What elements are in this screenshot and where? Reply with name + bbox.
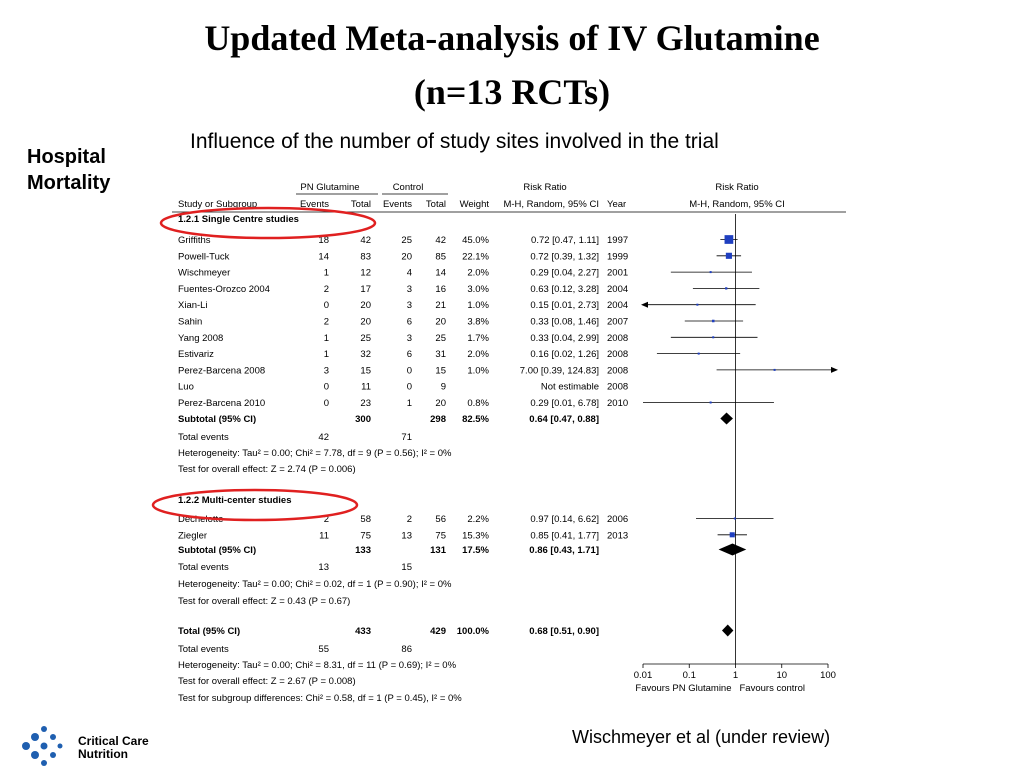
study-4-total-1: 20 bbox=[360, 300, 371, 312]
study-5-year: 2007 bbox=[607, 316, 629, 328]
study-4-name: Xian-Li bbox=[178, 300, 208, 312]
header-study: Study or Subgroup bbox=[178, 199, 258, 210]
study-2-name: Wischmeyer bbox=[178, 267, 231, 279]
x-label-favours-glutamine: Favours PN Glutamine bbox=[635, 683, 732, 694]
study-8-total-2: 15 bbox=[435, 365, 446, 377]
study-12-point bbox=[730, 532, 735, 537]
study-11-point bbox=[734, 518, 736, 520]
study-4-ci: 0.15 [0.01, 2.73] bbox=[530, 300, 599, 312]
header-year: Year bbox=[607, 199, 627, 210]
study-7-total-2: 31 bbox=[435, 349, 446, 361]
slide-title-line-1: Updated Meta-analysis of IV Glutamine bbox=[204, 18, 820, 58]
study-6-total-2: 25 bbox=[435, 332, 446, 344]
study-10-name: Perez-Barcena 2010 bbox=[178, 398, 266, 409]
x-tick-label-0: 0.01 bbox=[633, 670, 653, 681]
study-0-point bbox=[725, 235, 734, 244]
study-1-year: 1999 bbox=[607, 251, 629, 263]
study-3-total-1: 17 bbox=[360, 283, 371, 295]
study-2-events-1: 1 bbox=[323, 267, 329, 279]
study-4-events-1: 0 bbox=[323, 300, 329, 312]
study-12-events-1: 11 bbox=[319, 530, 329, 542]
study-10-total-1: 23 bbox=[360, 398, 371, 409]
study-4-year: 2004 bbox=[607, 300, 629, 312]
study-0-year: 1997 bbox=[607, 235, 629, 246]
total-events-1-label: Total events bbox=[178, 432, 229, 443]
study-2-point bbox=[710, 271, 712, 273]
study-5-total-1: 20 bbox=[360, 316, 371, 328]
study-7-events-1: 1 bbox=[323, 349, 329, 361]
study-3-year: 2004 bbox=[607, 283, 629, 295]
study-10-total-2: 20 bbox=[435, 398, 446, 409]
x-tick-label-2: 1 bbox=[732, 670, 739, 681]
study-8-events-2: 0 bbox=[406, 365, 412, 377]
study-3-ci: 0.63 [0.12, 3.28] bbox=[530, 283, 599, 295]
total-diamond bbox=[722, 625, 733, 637]
subtotal-2-weight: 17.5% bbox=[462, 545, 489, 556]
study-8-name: Perez-Barcena 2008 bbox=[178, 365, 266, 377]
study-3-total-2: 16 bbox=[435, 283, 446, 295]
subtotal-1-label: Subtotal (95% CI) bbox=[178, 414, 257, 425]
study-12-name: Ziegler bbox=[178, 530, 208, 542]
study-11-total-2: 56 bbox=[435, 514, 446, 525]
study-3-events-1: 2 bbox=[323, 283, 329, 295]
study-4-total-2: 21 bbox=[435, 300, 446, 312]
x-tick-label-3: 10 bbox=[776, 670, 788, 681]
study-2-year: 2001 bbox=[607, 267, 629, 279]
study-3-name: Fuentes-Orozco 2004 bbox=[178, 283, 270, 295]
study-9-total-2: 9 bbox=[440, 381, 446, 393]
total-events-2-label: Total events bbox=[178, 562, 229, 573]
heterogeneity-2: Heterogeneity: Tau² = 0.00; Chi² = 0.02, df = 1 (P = 0.90); I² = 0% bbox=[178, 579, 452, 590]
study-7-total-1: 32 bbox=[360, 349, 371, 361]
header-risk-ratio-left: Risk Ratio bbox=[523, 182, 567, 193]
study-9-events-1: 0 bbox=[323, 381, 329, 393]
study-2-weight: 2.0% bbox=[467, 267, 489, 279]
total-total-1: 433 bbox=[355, 626, 371, 637]
header-events-2: Events bbox=[382, 199, 412, 210]
study-0-total-1: 42 bbox=[360, 235, 371, 246]
header-pn-glutamine: PN Glutamine bbox=[300, 182, 360, 193]
total-events-events-2: 86 bbox=[401, 644, 412, 655]
slide-subtitle: Influence of the number of study sites involved in the trial bbox=[190, 130, 719, 153]
total-weight: 100.0% bbox=[456, 626, 489, 637]
subgroup-2-heading: 1.2.2 Multi-center studies bbox=[178, 495, 292, 506]
total-label: Total (95% CI) bbox=[178, 626, 241, 637]
study-11-events-2: 2 bbox=[406, 514, 412, 525]
overall-effect-total: Test for overall effect: Z = 2.67 (P = 0.008) bbox=[178, 676, 356, 687]
slide-title-line-2: (n=13 RCTs) bbox=[413, 72, 611, 112]
logo-mark-icon bbox=[18, 726, 68, 766]
study-1-point bbox=[726, 253, 732, 259]
study-0-ci: 0.72 [0.47, 1.11] bbox=[531, 235, 599, 246]
study-8-point bbox=[774, 369, 776, 371]
study-11-name: Dechelotte bbox=[178, 514, 224, 525]
header-events-1: Events bbox=[299, 199, 329, 210]
study-12-events-2: 13 bbox=[401, 530, 412, 542]
study-8-events-1: 3 bbox=[323, 365, 329, 377]
study-12-year: 2013 bbox=[607, 530, 629, 542]
study-10-point bbox=[710, 402, 712, 404]
subtotal-2-total-2: 131 bbox=[430, 545, 446, 556]
logo-text-line-1: Critical Care bbox=[78, 734, 149, 748]
x-tick-label-4: 100 bbox=[820, 670, 836, 681]
study-1-total-2: 85 bbox=[435, 251, 446, 263]
total-ci: 0.68 [0.51, 0.90] bbox=[529, 626, 599, 637]
total-events-1-events-2: 71 bbox=[401, 432, 412, 443]
subgroup-differences: Test for subgroup differences: Chi² = 0.58, df = 1 (P = 0.45), I² = 0% bbox=[178, 693, 462, 704]
study-5-events-1: 2 bbox=[323, 316, 329, 328]
study-5-ci: 0.33 [0.08, 1.46] bbox=[530, 316, 599, 328]
x-tick-label-1: 0.1 bbox=[682, 670, 696, 681]
study-7-point bbox=[698, 353, 700, 355]
study-6-weight: 1.7% bbox=[467, 332, 489, 344]
study-8-ci-arrow-right bbox=[831, 367, 838, 373]
header-method-left: M-H, Random, 95% CI bbox=[503, 199, 599, 210]
study-7-year: 2008 bbox=[607, 349, 629, 361]
study-7-events-2: 6 bbox=[406, 349, 412, 361]
overall-effect-2: Test for overall effect: Z = 0.43 (P = 0.67) bbox=[178, 596, 351, 607]
study-10-weight: 0.8% bbox=[467, 398, 489, 409]
study-3-weight: 3.0% bbox=[467, 283, 489, 295]
logo-text-line-2: Nutrition bbox=[78, 747, 128, 761]
study-8-total-1: 15 bbox=[360, 365, 371, 377]
header-weight: Weight bbox=[459, 199, 489, 210]
study-6-events-1: 1 bbox=[323, 332, 329, 344]
study-7-name: Estivariz bbox=[178, 349, 214, 361]
study-8-weight: 1.0% bbox=[467, 365, 489, 377]
study-1-events-1: 14 bbox=[318, 251, 329, 263]
study-9-year: 2008 bbox=[607, 381, 629, 393]
header-control: Control bbox=[392, 182, 424, 193]
subtotal-2-total-1: 133 bbox=[355, 545, 371, 556]
header-method-right: M-H, Random, 95% CI bbox=[689, 199, 785, 210]
study-11-events-1: 2 bbox=[323, 514, 329, 525]
study-7-weight: 2.0% bbox=[467, 349, 489, 361]
study-1-total-1: 83 bbox=[360, 251, 371, 263]
study-6-events-2: 3 bbox=[406, 332, 412, 344]
study-11-ci: 0.97 [0.14, 6.62] bbox=[530, 514, 599, 525]
study-6-ci: 0.33 [0.04, 2.99] bbox=[530, 332, 599, 344]
total-events-events-1: 55 bbox=[318, 644, 329, 655]
study-0-total-2: 42 bbox=[435, 235, 446, 246]
study-12-total-2: 75 bbox=[435, 530, 446, 542]
study-5-weight: 3.8% bbox=[467, 316, 489, 328]
overall-effect-1: Test for overall effect: Z = 2.74 (P = 0.006) bbox=[178, 464, 356, 475]
study-6-year: 2008 bbox=[607, 332, 629, 344]
study-9-name: Luo bbox=[178, 381, 194, 393]
total-events-1-events-1: 42 bbox=[318, 432, 329, 443]
subtotal-1-total-2: 298 bbox=[430, 414, 446, 425]
study-0-events-2: 25 bbox=[401, 235, 412, 246]
critical-care-nutrition-logo bbox=[18, 726, 168, 766]
study-11-year: 2006 bbox=[607, 514, 629, 525]
study-12-ci: 0.85 [0.41, 1.77] bbox=[530, 530, 599, 542]
study-10-events-1: 0 bbox=[323, 398, 329, 409]
study-3-events-2: 3 bbox=[406, 283, 412, 295]
study-4-ci-arrow-left bbox=[641, 302, 648, 308]
study-1-name: Powell-Tuck bbox=[178, 251, 230, 263]
study-9-ci: Not estimable bbox=[540, 381, 599, 393]
x-label-favours-control: Favours control bbox=[739, 683, 805, 694]
study-4-point bbox=[696, 304, 698, 306]
study-2-total-1: 12 bbox=[360, 267, 371, 279]
total-events-2-events-1: 13 bbox=[318, 562, 329, 573]
subgroup-1-heading: 1.2.1 Single Centre studies bbox=[178, 214, 299, 225]
total-events-label: Total events bbox=[178, 644, 229, 655]
study-9-events-2: 0 bbox=[406, 381, 412, 393]
study-1-events-2: 20 bbox=[401, 251, 412, 263]
outcome-label-line-1: Hospital bbox=[27, 146, 106, 168]
subtotal-1-diamond bbox=[720, 413, 733, 425]
header-total-2: Total bbox=[425, 199, 446, 210]
study-8-year: 2008 bbox=[607, 365, 629, 377]
study-5-events-2: 6 bbox=[406, 316, 412, 328]
study-0-events-1: 18 bbox=[318, 235, 329, 246]
study-11-total-1: 58 bbox=[360, 514, 371, 525]
study-10-ci: 0.29 [0.01, 6.78] bbox=[530, 398, 599, 409]
study-12-weight: 15.3% bbox=[462, 530, 489, 542]
study-5-point bbox=[712, 320, 715, 323]
total-total-2: 429 bbox=[430, 626, 446, 637]
header-risk-ratio-right: Risk Ratio bbox=[715, 182, 759, 193]
subtotal-2-label: Subtotal (95% CI) bbox=[178, 545, 257, 556]
study-7-ci: 0.16 [0.02, 1.26] bbox=[530, 349, 599, 361]
subtotal-1-weight: 82.5% bbox=[462, 414, 489, 425]
study-0-weight: 45.0% bbox=[462, 235, 489, 246]
study-11-weight: 2.2% bbox=[467, 514, 489, 525]
citation: Wischmeyer et al (under review) bbox=[572, 727, 831, 747]
study-1-weight: 22.1% bbox=[462, 251, 489, 263]
study-8-ci: 7.00 [0.39, 124.83] bbox=[519, 365, 599, 377]
total-events-2-events-2: 15 bbox=[401, 562, 412, 573]
study-2-total-2: 14 bbox=[435, 267, 446, 279]
heterogeneity-1: Heterogeneity: Tau² = 0.00; Chi² = 7.78, df = 9 (P = 0.56); I² = 0% bbox=[178, 448, 452, 459]
study-10-events-2: 1 bbox=[406, 398, 412, 409]
study-12-total-1: 75 bbox=[360, 530, 371, 542]
study-9-total-1: 11 bbox=[361, 381, 371, 393]
study-5-total-2: 20 bbox=[435, 316, 446, 328]
subtotal-1-total-1: 300 bbox=[355, 414, 371, 425]
study-5-name: Sahin bbox=[178, 316, 203, 328]
study-1-ci: 0.72 [0.39, 1.32] bbox=[530, 251, 599, 263]
study-6-point bbox=[712, 336, 714, 338]
outcome-label-line-2: Mortality bbox=[27, 172, 111, 194]
study-10-year: 2010 bbox=[607, 398, 629, 409]
study-2-ci: 0.29 [0.04, 2.27] bbox=[530, 267, 599, 279]
header-total-1: Total bbox=[350, 199, 371, 210]
study-2-events-2: 4 bbox=[406, 267, 412, 279]
study-6-name: Yang 2008 bbox=[178, 332, 224, 344]
subtotal-1-ci: 0.64 [0.47, 0.88] bbox=[529, 414, 599, 425]
study-4-weight: 1.0% bbox=[467, 300, 489, 312]
subtotal-2-ci: 0.86 [0.43, 1.71] bbox=[529, 545, 599, 556]
subtotal-2-diamond bbox=[719, 544, 747, 556]
study-6-total-1: 25 bbox=[360, 332, 371, 344]
study-0-name: Griffiths bbox=[178, 235, 211, 246]
study-4-events-2: 3 bbox=[406, 300, 412, 312]
study-3-point bbox=[725, 287, 727, 289]
heterogeneity-total: Heterogeneity: Tau² = 0.00; Chi² = 8.31, df = 11 (P = 0.69); I² = 0% bbox=[178, 660, 457, 671]
